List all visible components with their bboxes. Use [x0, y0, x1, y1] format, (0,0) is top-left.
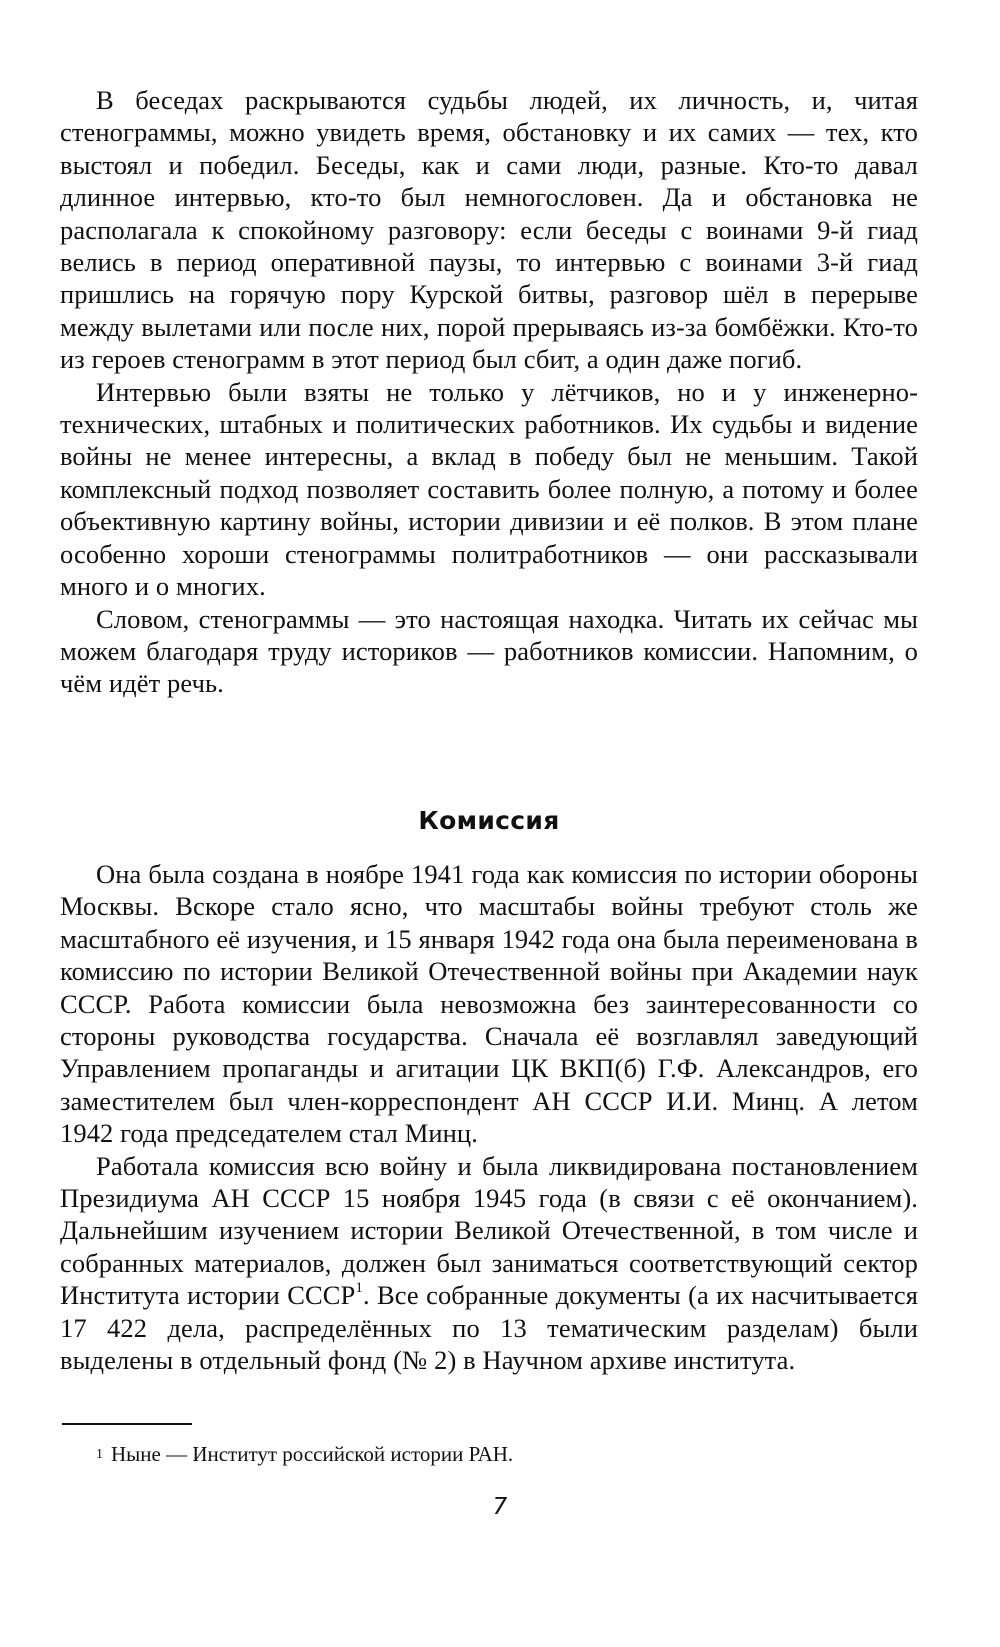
paragraph-commission-liquidated: [60, 1150, 918, 1377]
footnote: [96, 1441, 513, 1467]
section-heading-commission: Комиссия: [418, 806, 560, 835]
paragraph-transcripts-find: Словом, стенограммы — это настоящая находка. Читать их сейчас мы можем благодаря труду историков — работников комиссии. Напомним, о чём идёт речь.: [60, 603, 918, 699]
page-number: 7: [492, 1494, 508, 1520]
paragraph-text-part-2: . Все собранные документы (а их насчитывается 17 422 дела, распределённых по 13 тематическим разделам) были выделены в отдельный фонд (№ 2) в Научном архиве института.: [60, 1280, 918, 1376]
footnote-text: Ныне — Институт российской истории РАН.: [111, 1442, 514, 1466]
footnote-reference: 1: [355, 1280, 363, 1297]
paragraph-text-part-1: Работала комиссия всю войну и была ликвидирована постановлением Президиума АН СССР 15 ноября 1945 года (в связи с её окончанием). Дальнейшим изучением истории Великой Отечественной, в том числе и собранных материалов, должен был заниматься соответствующий сектор Института истории СССР: [60, 1150, 918, 1311]
section-2-body: [60, 858, 918, 1377]
paragraph-interviews: Интервью были взяты не только у лётчиков, но и у инженерно-технических, штабных и политических работников. Их судьбы и видение войны не менее интересны, а вклад в победу был не меньшим. Такой комплексный подход позволяет составить более полную, а потому и более объективную картину войны, истории дивизии и её полков. В этом плане особенно хороши стенограммы политработников — они рассказывали много и о многих.: [60, 376, 918, 602]
footnote-divider: [62, 1423, 192, 1425]
paragraph-commission-created: Она была создана в ноябре 1941 года как комиссия по истории обороны Москвы. Вскоре стало ясно, что масштабы войны требуют столь же масштабного её изучения, и 15 января 1942 года она была переименована в комиссию по истории Великой Отечественной войны при Академии наук СССР. Работа комиссии была невозможна без заинтересованности со стороны руководства государства. Сначала её возглавлял заведующий Управлением пропаганды и агитации ЦК ВКП(б) Г.Ф. Александров, его заместителем был член-корреспондент АН СССР И.И. Минц. А летом 1942 года председателем стал Минц.: [60, 859, 918, 1149]
section-1-body: [60, 84, 918, 700]
footnote-mark: 1: [96, 1447, 103, 1462]
paragraph-conversations: В беседах раскрываются судьбы людей, их личность, и, читая стенограммы, можно увидеть время, обстановку и их самих — тех, кто выстоял и победил. Беседы, как и сами люди, разные. Кто-то давал длинное интервью, кто-то был немногословен. Да и обстановка не располагала к спокойному разговору: если беседы с воинами 9-й гиад велись в период оперативной паузы, то интервью с воинами 3-й гиад пришлись на горячую пору Курской битвы, разговор шёл в перерыве между вылетами или после них, порой прерываясь из-за бомбёжки. Кто-то из героев стенограмм в этот период был сбит, а один даже погиб.: [60, 85, 918, 375]
